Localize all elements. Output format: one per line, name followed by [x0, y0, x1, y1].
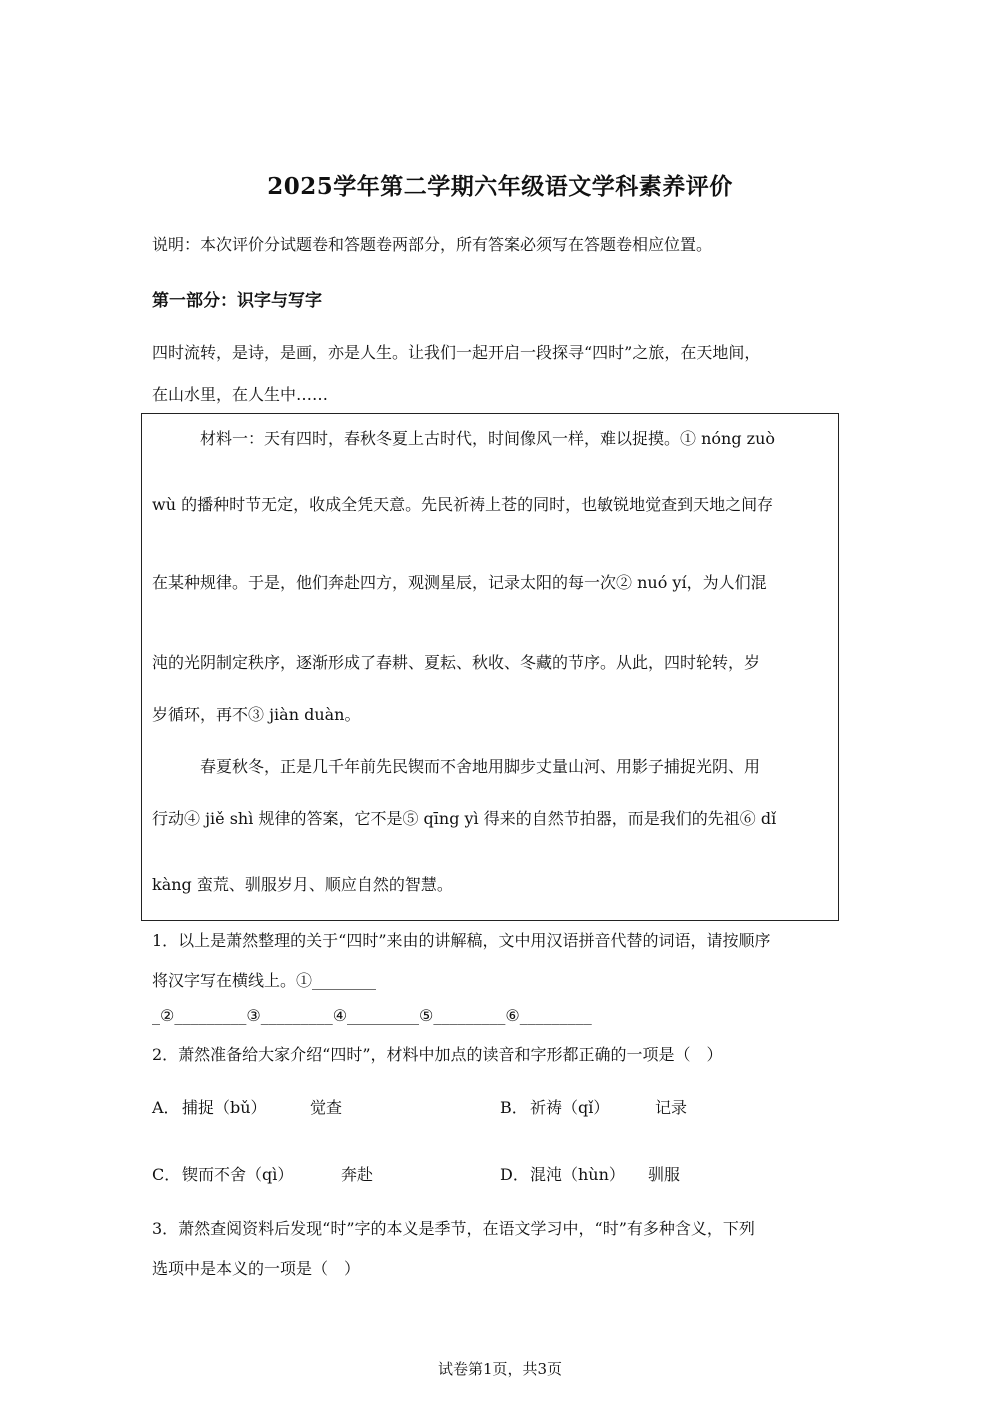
material-line: 行动④ jiě shì 规律的答案，它不是⑤ qīng yì 得来的自然节拍器，而是我们的先祖⑥ dǐ: [152, 809, 777, 828]
question-3-line: 选项中是本义的一项是（ ）: [152, 1259, 361, 1278]
material-box: [141, 413, 839, 921]
option-c-label: C．: [152, 1165, 181, 1184]
option-d-word: 驯服: [648, 1165, 681, 1184]
page-number: 试卷第1页，共3页: [437, 1360, 563, 1378]
page-title: 2025学年第二学期六年级语文学科素养评价: [267, 173, 733, 200]
material-line: wù 的播种时节无定，收成全凭天意。先民祈祷上苍的同时，也敏锐地觉查到天地之间存: [152, 495, 774, 514]
material-line: 沌的光阴制定秩序，逐渐形成了春耕、夏耘、秋收、冬藏的节序。从此，四时轮转，岁: [152, 653, 761, 672]
option-b-word: 记录: [655, 1098, 688, 1117]
material-line: kàng 蛮荒、驯服岁月、顺应自然的智慧。: [152, 875, 453, 894]
option-d-label: D．: [500, 1165, 529, 1184]
question-3-line: 3．萧然查阅资料后发现“时”字的本义是季节，在语文学习中，“时”有多种含义，下列: [152, 1219, 755, 1238]
question-1-answer-blanks: _②_________③_________④_________⑤_________⑥_________: [152, 1006, 592, 1025]
option-b-label: B．: [500, 1098, 528, 1117]
question-1-line: 将汉字写在横线上。①________: [152, 971, 377, 990]
part-heading: 第一部分：识字与写字: [152, 291, 322, 311]
intro-line: 四时流转，是诗，是画，亦是人生。让我们一起开启一段探寻“四时”之旅，在天地间，: [152, 343, 761, 362]
option-a-word: 觉查: [310, 1098, 343, 1117]
material-line: 岁循环，再不③ jiàn duàn。: [152, 705, 361, 724]
intro-line: 在山水里，在人生中……: [152, 385, 329, 404]
question-2-stem: 2．萧然准备给大家介绍“四时”，材料中加点的读音和字形都正确的一项是（ ）: [152, 1045, 723, 1064]
option-c-word: 奔赴: [341, 1165, 374, 1184]
question-1-line: 1．以上是萧然整理的关于“四时”来由的讲解稿，文中用汉语拼音代替的词语，请按顺序: [152, 931, 771, 950]
option-a-text: 捕捉（bǔ）: [182, 1098, 267, 1117]
instructions-note: 说明：本次评价分试题卷和答题卷两部分，所有答案必须写在答题卷相应位置。: [152, 235, 713, 254]
option-c-text: 锲而不舍（qì）: [182, 1165, 294, 1184]
option-a-label: A．: [152, 1098, 180, 1117]
material-line: 材料一：天有四时，春秋冬夏上古时代，时间像风一样，难以捉摸。① nóng zuò: [200, 429, 776, 448]
option-b-text: 祈祷（qǐ）: [530, 1098, 610, 1117]
material-line: 春夏秋冬，正是几千年前先民锲而不舍地用脚步丈量山河、用影子捕捉光阴、用: [200, 757, 761, 776]
option-d-text: 混沌（hùn）: [530, 1165, 625, 1184]
material-line: 在某种规律。于是，他们奔赴四方，观测星辰，记录太阳的每一次② nuó yí，为人们混: [152, 573, 767, 592]
